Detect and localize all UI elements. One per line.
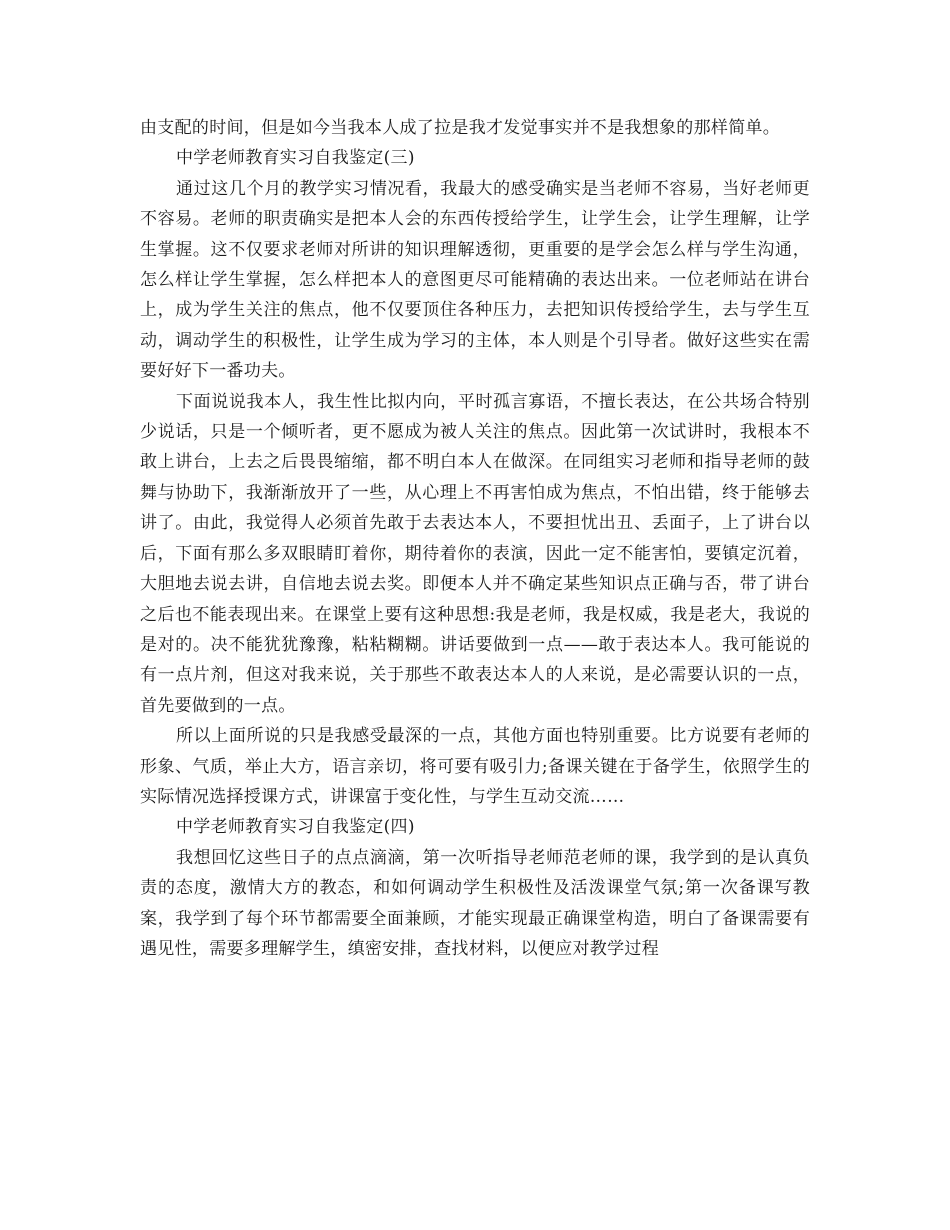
section-heading-4: 中学老师教育实习自我鉴定(四) bbox=[176, 817, 415, 838]
section-heading-3: 中学老师教育实习自我鉴定(三) bbox=[176, 148, 415, 169]
paragraph-continuation: 由支配的时间，但是如今当我本人成了拉是我才发觉事实并不是我想象的那样简单。 bbox=[140, 118, 781, 138]
document-page bbox=[140, 113, 810, 964]
paragraph-recollection: 我想回忆这些日子的点点滴滴，第一次听指导老师范老师的课，我学到的是认真负责的态度，激情大方的教态，和如何调动学生积极性及活泼课堂气氛;第一次备课写教案，我学到了每个环节都需要全面兼顾，才能实现最正确课堂构造，明白了备课需要有遇见性，需要多理解学生，缜密安排，查找材料，以便应对教学过程 bbox=[140, 847, 810, 959]
paragraph-other-aspects: 所以上面所说的只是我感受最深的一点，其他方面也特别重要。比方说要有老师的形象、气质，举止大方，语言亲切，将可要有吸引力;备课关键在于备学生，依照学生的实际情况选择授课方式，讲课富于变化性，与学生互动交流…… bbox=[140, 726, 810, 807]
paragraph-self-reflection: 下面说说我本人，我生性比拟内向，平时孤言寡语，不擅长表达，在公共场合特别少说话，只是一个倾听者，更不愿成为被人关注的焦点。因此第一次试讲时，我根本不敢上讲台，上去之后畏畏缩缩，都不明白本人在做深。在同组实习老师和指导老师的鼓舞与协助下，我渐渐放开了一些，从心理上不再害怕成为焦点，不怕出错，终于能够去讲了。由此，我觉得人必须首先敢于去表达本人，不要担忧出丑、丢面子，上了讲台以后，下面有那么多双眼睛盯着你，期待着你的表演，因此一定不能害怕，要镇定沉着，大胆地去说去讲，自信地去说去奖。即便本人并不确定某些知识点正确与否，带了讲台之后也不能表现出来。在课堂上要有这种思想:我是老师，我是权威，我是老大，我说的是对的。决不能犹犹豫豫，粘粘糊糊。讲话要做到一点——敢于表达本人。我可能说的有一点片剂，但这对我来说，关于那些不敢表达本人的人来说，是必需要认识的一点，首先要做到的一点。 bbox=[140, 391, 810, 716]
paragraph-teaching-feelings: 通过这几个月的教学实习情况看，我最大的感受确实是当老师不容易，当好老师更不容易。老师的职责确实是把本人会的东西传授给学生，让学生会，让学生理解，让学生掌握。这不仅要求老师对所讲的知识理解透彻，更重要的是学会怎么样与学生沟通，怎么样让学生掌握，怎么样把本人的意图更尽可能精确的表达出来。一位老师站在讲台上，成为学生关注的焦点，他不仅要顶住各种压力，去把知识传授给学生，去与学生互动，调动学生的积极性，让学生成为学习的主体，本人则是个引导者。做好这些实在需要好好下一番功夫。 bbox=[140, 178, 810, 382]
